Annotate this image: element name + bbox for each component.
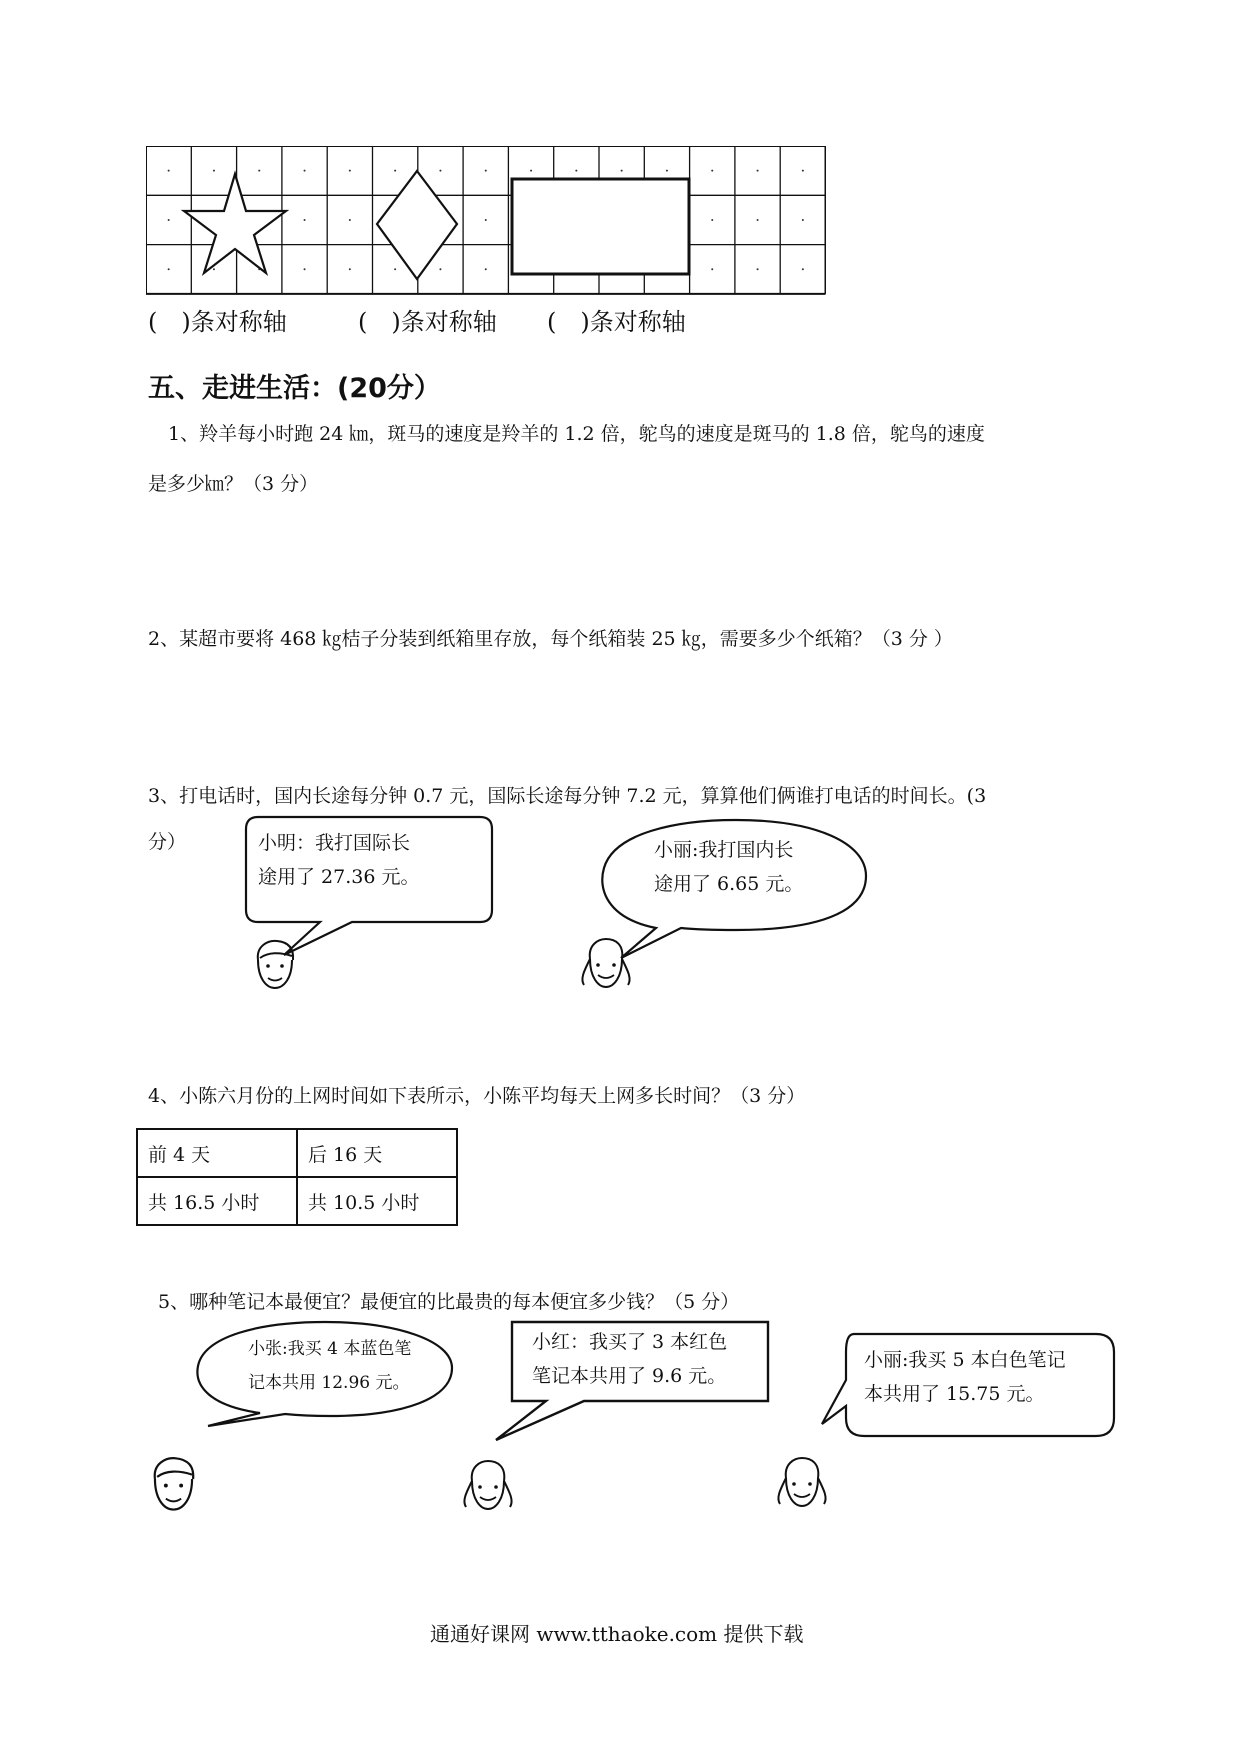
q5-text: 5、哪种笔记本最便宜？最便宜的比最贵的每本便宜多少钱？（5 分） — [158, 1291, 740, 1313]
grid-dot — [394, 170, 396, 172]
grid-dot — [621, 170, 623, 172]
bubble-xiaoli-2-text — [864, 1343, 1066, 1411]
grid-dot — [802, 170, 804, 172]
grid-dot — [349, 268, 351, 270]
bubble-xiaohong-line1: 小红：我买了 3 本红色 — [532, 1331, 728, 1353]
grid-dot — [213, 268, 215, 270]
bubble-xiaozhang-text — [248, 1332, 411, 1400]
grid-dot — [757, 268, 759, 270]
table-cell: 前 4 天 — [137, 1129, 297, 1177]
bubble-xiaoli-2-line2: 本共用了 15.75 元。 — [864, 1383, 1045, 1405]
q4-text: 4、小陈六月份的上网时间如下表所示，小陈平均每天上网多长时间？（3 分） — [148, 1085, 806, 1107]
grid-dot — [485, 170, 487, 172]
section-title: 五、走进生活：(20分） — [148, 373, 441, 404]
boy-avatar-icon — [146, 1455, 201, 1515]
symmetry-label-rhombus: ( )条对称轴 — [358, 308, 497, 336]
bubble-xiaoli-line1: 小丽:我打国内长 — [654, 839, 794, 861]
grid-dot — [304, 170, 306, 172]
table-cell: 共 10.5 小时 — [297, 1177, 457, 1225]
bubble-xiaozhang-line2: 记本共用 12.96 元。 — [248, 1373, 410, 1393]
bubble-xiaoming-line1: 小明：我打国际长 — [258, 832, 411, 854]
girl-avatar-icon — [772, 1454, 832, 1514]
bubble-xiaoming-line2: 途用了 27.36 元。 — [258, 866, 420, 888]
table-cell: 后 16 天 — [297, 1129, 457, 1177]
bubble-xiaoli-2-line1: 小丽:我买 5 本白色笔记 — [864, 1349, 1066, 1371]
grid-dot — [666, 170, 668, 172]
grid-dot — [485, 268, 487, 270]
q1-line2: 是多少㎞？（3 分） — [148, 473, 319, 495]
grid-dot — [349, 170, 351, 172]
rectangle-shape — [512, 179, 689, 274]
grid-dot — [349, 219, 351, 221]
grid-dot — [757, 219, 759, 221]
table-row — [137, 1129, 457, 1177]
q2-text: 2、某超市要将 468 ㎏桔子分装到纸箱里存放，每个纸箱装 25 ㎏，需要多少个纸箱？（3 分 ） — [148, 628, 953, 650]
bubble-xiaoli-line2: 途用了 6.65 元。 — [654, 873, 804, 895]
grid-dot — [711, 268, 713, 270]
grid-dot — [304, 268, 306, 270]
grid-dot — [439, 170, 441, 172]
grid-dot — [802, 268, 804, 270]
boy-avatar-icon — [250, 938, 300, 993]
bubble-xiaoming-text — [258, 826, 419, 894]
bubble-xiaohong-line2: 笔记本共用了 9.6 元。 — [532, 1365, 727, 1387]
symmetry-label-rectangle: ( )条对称轴 — [547, 308, 686, 336]
bubble-xiaozhang-line1: 小张:我买 4 本蓝色笔 — [248, 1339, 412, 1359]
grid-dot — [485, 219, 487, 221]
star-shape — [184, 174, 286, 273]
grid-dot — [711, 170, 713, 172]
table-cell: 共 16.5 小时 — [137, 1177, 297, 1225]
online-time-table — [136, 1128, 458, 1226]
q1-line1: 1、羚羊每小时跑 24 ㎞，斑马的速度是羚羊的 1.2 倍，鸵鸟的速度是斑马的 1.8 倍，鸵鸟的速度 — [168, 423, 985, 445]
grid-dot — [530, 170, 532, 172]
girl-avatar-icon — [458, 1457, 518, 1517]
grid-dot — [394, 268, 396, 270]
q3-line2: 分） — [148, 831, 187, 853]
grid-dot — [304, 219, 306, 221]
symmetry-label-star: ( )条对称轴 — [148, 308, 287, 336]
grid-dot — [439, 268, 441, 270]
girl-avatar-icon — [576, 935, 636, 995]
bubble-xiaoli-text — [654, 833, 803, 901]
rhombus-shape — [377, 171, 457, 279]
q3-line1: 3、打电话时，国内长途每分钟 0.7 元，国际长途每分钟 7.2 元，算算他们俩谁打电话的时间长。(3 — [148, 785, 987, 807]
grid-dot — [757, 170, 759, 172]
grid-dot — [711, 219, 713, 221]
grid-dot — [168, 170, 170, 172]
table-row — [137, 1177, 457, 1225]
bubble-xiaohong-text — [532, 1325, 727, 1393]
grid-dot — [168, 268, 170, 270]
grid-dot — [575, 170, 577, 172]
grid-dot — [213, 170, 215, 172]
footer-text: 通通好课网 www.tthaoke.com 提供下载 — [430, 1622, 804, 1646]
symmetry-grid — [146, 146, 826, 298]
grid-dot — [258, 170, 260, 172]
grid-dot — [802, 219, 804, 221]
grid-dot — [168, 219, 170, 221]
